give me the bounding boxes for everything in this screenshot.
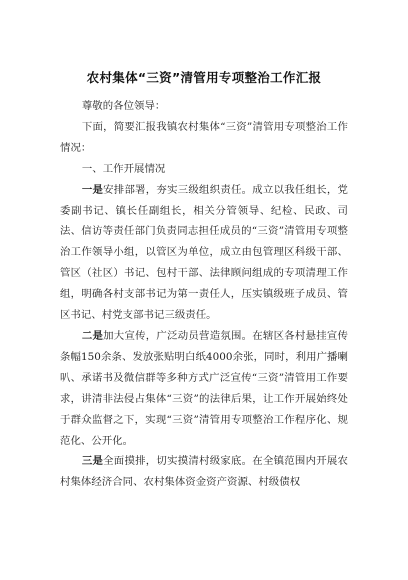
paragraph-3-text: 全面摸排，切实摸清村级家底。在全镇范围内开展农村集体经济合同、农村集体资金资产资源、村级债权 xyxy=(60,455,348,489)
paragraph-2-text: 加大宣传，广泛动员营造氛围。在辖区各村悬挂宣传条幅150余条、发放张贴明白纸4000余张，同时，利用广播喇叭、承诺书及微信群等多种方式广泛宣传“三资”清管用工作要求，讲清非法侵占集体“三资”的法律后果，让工作开展始终处于群众监督之下，实现“三资”清管用专项整治工作程序化、规范化、公开化。 xyxy=(60,329,348,447)
paragraph-2 xyxy=(60,326,348,451)
paragraph-3 xyxy=(60,451,348,493)
salutation: 尊敬的各位领导： xyxy=(81,100,166,112)
document-title: 农村集体“三资”清管用专项整治工作汇报 xyxy=(86,70,322,85)
paragraph-1-lead: 一是 xyxy=(81,183,104,196)
paragraph-1 xyxy=(60,180,348,326)
intro-paragraph: 下面，简要汇报我镇农村集体“三资”清管用专项整治工作情况： xyxy=(60,120,348,154)
paragraph-3-lead: 三是 xyxy=(81,455,104,468)
section-heading: 一、工作开展情况 xyxy=(81,162,166,175)
paragraph-2-lead: 二是 xyxy=(81,329,104,342)
paragraph-1-text: 安排部署，夯实三级组织责任。成立以我任组长，党委副书记、镇长任副组长，相关分管领导、纪检、民政、司法、信访等责任部门负责同志担任成员的“三资”清管用专项整治工作领导小组，以管区为单位，成立由包管理区科级干部、管区（社区）书记、包村干部、法律顾问组成的专项清理工作组，明确各村支部书记为第一责任人，压实镇级班子成员、管区书记、村党支部书记三级责任。 xyxy=(60,183,348,322)
document-body xyxy=(60,96,348,493)
